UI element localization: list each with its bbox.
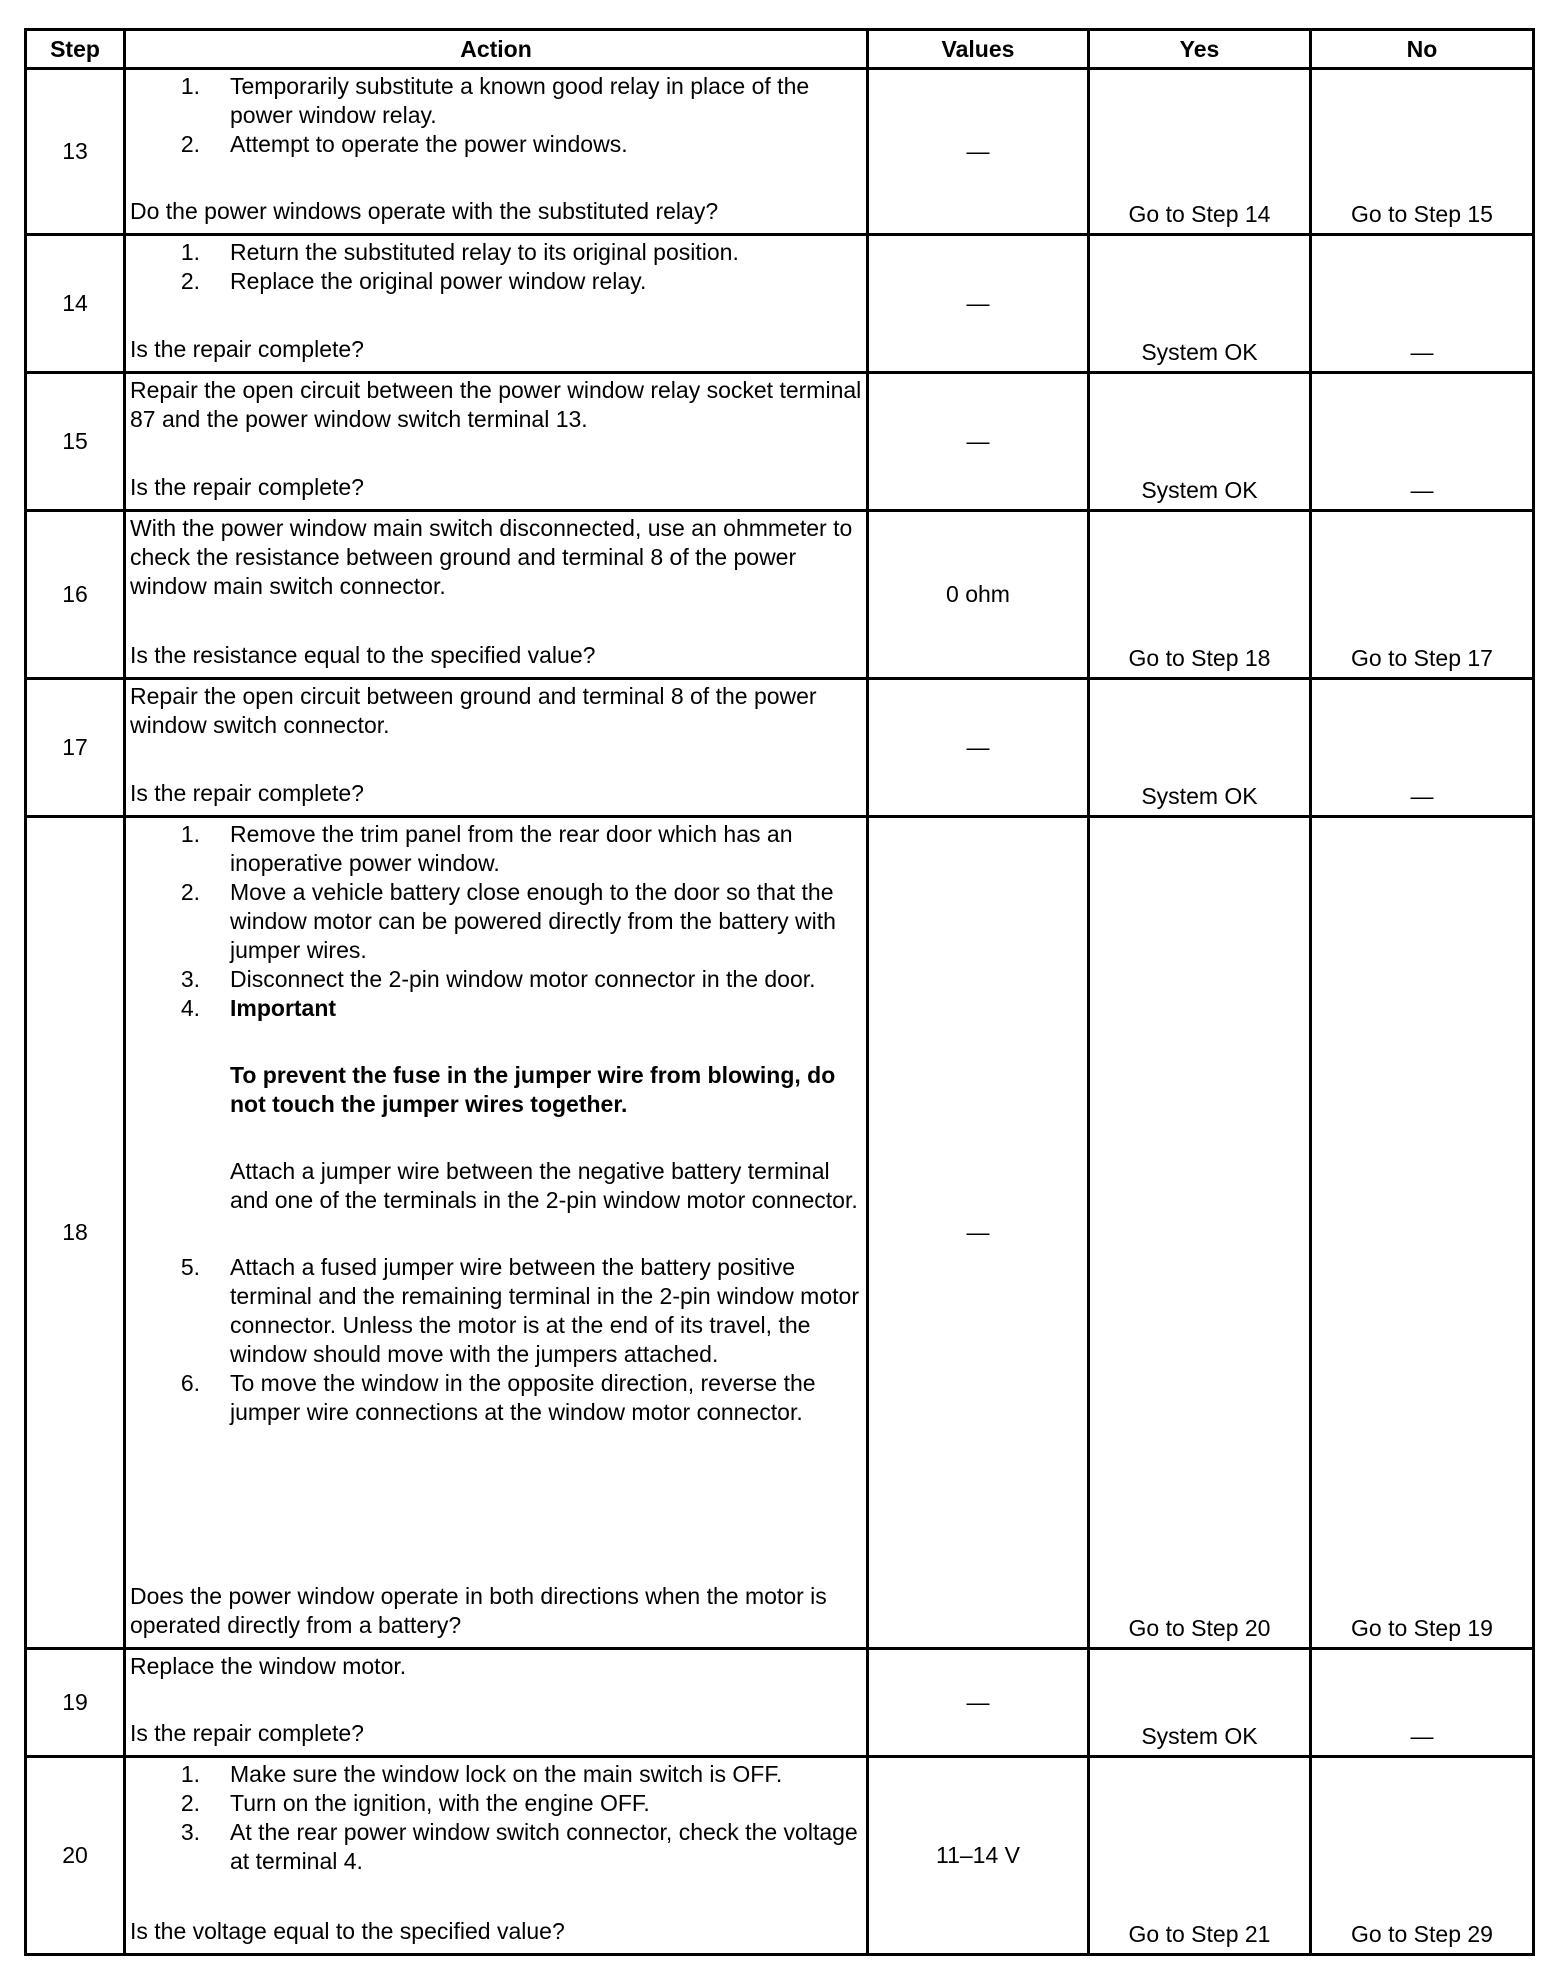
action-text: Repair the open circuit between ground and terminal 8 of the power window switch connector. [130, 683, 817, 738]
table-row-step-16 [26, 511, 1534, 679]
step-number: 19 [26, 1649, 125, 1757]
action-cell [125, 1649, 868, 1757]
no-cell: — [1311, 373, 1534, 511]
header-no: No [1311, 30, 1534, 69]
no-cell: Go to Step 19 [1311, 817, 1534, 1649]
table-row-step-18 [26, 817, 1534, 1649]
yes-cell: Go to Step 18 [1089, 511, 1311, 679]
value-cell: — [868, 679, 1089, 817]
table-row-step-15 [26, 373, 1534, 511]
no-cell: Go to Step 17 [1311, 511, 1534, 679]
important-label: Important [230, 995, 337, 1021]
table-row-step-19 [26, 1649, 1534, 1757]
yes-cell: Go to Step 14 [1089, 69, 1311, 235]
question-text: Do the power windows operate with the substituted relay? [130, 198, 719, 224]
action-cell [125, 373, 868, 511]
value-cell: — [868, 1649, 1089, 1757]
question-text: Is the repair complete? [130, 1720, 364, 1746]
yes-cell: System OK [1089, 235, 1311, 373]
header-yes: Yes [1089, 30, 1311, 69]
list-item: 2. Replace the original power window relay. [180, 268, 647, 294]
question-text: Is the voltage equal to the specified value? [130, 1918, 565, 1944]
step-text: Attach a jumper wire between the negative battery terminal and one of the terminals in the 2-pin window motor connector. [230, 1158, 858, 1213]
procedure-list [130, 820, 862, 1427]
list-item: 3. At the rear power window switch connector, check the voltage at terminal 4. [180, 1819, 858, 1874]
table-row-step-13 [26, 69, 1534, 235]
diagnostic-table [24, 28, 1535, 1956]
table-row-step-20 [26, 1757, 1534, 1955]
value-cell: — [868, 817, 1089, 1649]
step-number: 18 [26, 817, 125, 1649]
no-cell: — [1311, 679, 1534, 817]
value-cell: — [868, 373, 1089, 511]
list-item: 1. Make sure the window lock on the main switch is OFF. [180, 1761, 783, 1787]
value-cell: 0 ohm [868, 511, 1089, 679]
header-values: Values [868, 30, 1089, 69]
yes-cell: System OK [1089, 1649, 1311, 1757]
list-item: 3. Disconnect the 2-pin window motor connector in the door. [180, 966, 816, 992]
action-text: Repair the open circuit between the power window relay socket terminal 87 and the power window switch terminal 13. [130, 377, 862, 432]
no-cell: Go to Step 29 [1311, 1757, 1534, 1955]
header-action: Action [125, 30, 868, 69]
step-number: 15 [26, 373, 125, 511]
list-item: 5. Attach a fused jumper wire between the battery positive terminal and the remaining terminal in the 2-pin window motor connector. Unless the motor is at the end of its travel, the window should move with the jumpers attached. [180, 1254, 859, 1367]
procedure-list [130, 72, 862, 159]
action-cell [125, 511, 868, 679]
action-cell [125, 69, 868, 235]
value-cell: — [868, 235, 1089, 373]
procedure-list [130, 1760, 862, 1876]
question-text: Is the resistance equal to the specified value? [130, 642, 596, 668]
value-cell: — [868, 69, 1089, 235]
yes-cell: Go to Step 20 [1089, 817, 1311, 1649]
list-item: 1. Temporarily substitute a known good relay in place of the power window relay. [180, 73, 810, 128]
list-item: 2. Turn on the ignition, with the engine OFF. [180, 1790, 650, 1816]
no-cell: — [1311, 1649, 1534, 1757]
step-number: 13 [26, 69, 125, 235]
list-item: 1. Return the substituted relay to its original position. [180, 239, 739, 265]
list-item: 1. Remove the trim panel from the rear door which has an inoperative power window. [180, 821, 793, 876]
no-cell: — [1311, 235, 1534, 373]
header-step: Step [26, 30, 125, 69]
header-row [26, 30, 1534, 69]
table-row-step-14 [26, 235, 1534, 373]
yes-cell: System OK [1089, 679, 1311, 817]
list-item: 2. Attempt to operate the power windows. [180, 131, 628, 157]
list-item: 2. Move a vehicle battery close enough to the door so that the window motor can be powered directly from the battery with jumper wires. [180, 879, 836, 963]
step-number: 20 [26, 1757, 125, 1955]
list-item: 6. To move the window in the opposite direction, reverse the jumper wire connections at the window motor connector. [180, 1370, 816, 1425]
list-item: 4. Important To prevent the fuse in the jumper wire from blowing, do not touch the jumper wires together. Attach a jumper wire between the negative battery terminal and one of the terminals in the 2-pin window motor connector. [130, 994, 862, 1253]
table-row-step-17 [26, 679, 1534, 817]
action-cell [125, 817, 868, 1649]
question-text: Is the repair complete? [130, 336, 364, 362]
action-text: Replace the window motor. [130, 1653, 407, 1679]
step-number: 17 [26, 679, 125, 817]
action-cell [125, 679, 868, 817]
step-number: 14 [26, 235, 125, 373]
warning-text: To prevent the fuse in the jumper wire from blowing, do not touch the jumper wires together. [230, 1062, 836, 1117]
yes-cell: Go to Step 21 [1089, 1757, 1311, 1955]
step-number: 16 [26, 511, 125, 679]
no-cell: Go to Step 15 [1311, 69, 1534, 235]
action-cell [125, 235, 868, 373]
action-text: With the power window main switch disconnected, use an ohmmeter to check the resistance between ground and terminal 8 of the power window main switch connector. [130, 515, 853, 599]
question-text: Is the repair complete? [130, 474, 364, 500]
value-cell: 11–14 V [868, 1757, 1089, 1955]
question-text: Does the power window operate in both directions when the motor is operated directly from a battery? [130, 1583, 827, 1638]
question-text: Is the repair complete? [130, 780, 364, 806]
yes-cell: System OK [1089, 373, 1311, 511]
procedure-list [130, 238, 862, 296]
action-cell [125, 1757, 868, 1955]
